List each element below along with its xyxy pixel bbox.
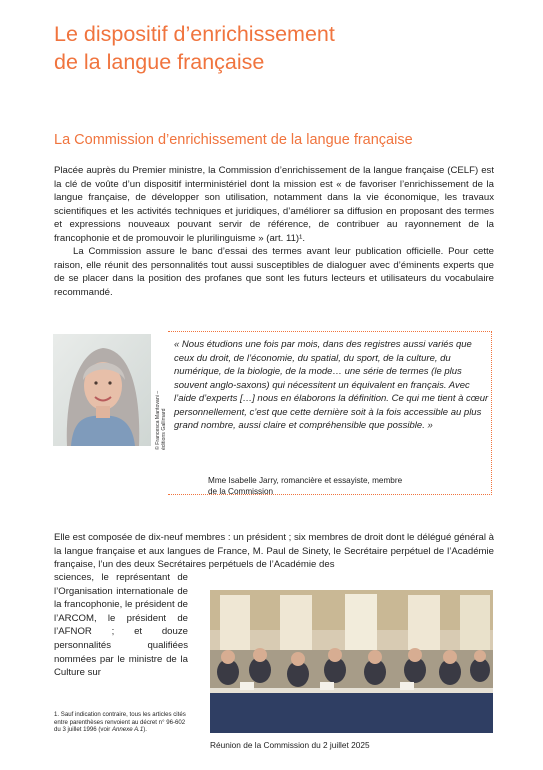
footnote-text: 1. Sauf indication contraire, tous les articles cités entre parenthèses renvoient au décret n° 96-602 du 3 juillet 1996 (voir [54,711,186,734]
intro-paragraph: Placée auprès du Premier ministre, la Commission d’enrichissement de la langue française (CELF) est la clé de voûte d’un dispositif interministériel dont la mission est « de favoriser l’enrichissement de la langue française, de développer son utilisation, notamment dans la vie économique, les travaux scientifiques et les activités techniques et juridiques, d’améliorer sa diffusion en proposant des termes et expressions nouveaux pouvant servir de référence, de contribuer au rayonnement de la francophonie et de promouvoir le plurilinguisme » (art. 11)¹. [54,165,494,244]
section-title: La Commission d’enrichissement de la langue française [54,132,413,148]
composition-paragraph-continued: sciences, le représentant de l’Organisation internationale de la francophonie, le président de l’ARCOM, le président de l’AFNOR ; et douze personnalités qualifiées nommées par le ministre de la Culture sur [54,572,188,679]
footnote-text-end: ). [143,726,147,734]
footnote [54,711,188,734]
page-title-line-2: de la langue française [54,50,265,74]
footnote-annex-reference: Annexe A.1 [111,726,144,734]
meeting-photo [210,590,493,733]
page-title [54,20,514,76]
quote-author [208,475,438,497]
quote-text: « Nous étudions une fois par mois, dans des registres aussi variés que ceux du droit, de l’économie, du spatial, du sport, de la culture, du numérique, de la biologie, de la mode… une série de termes (le plus souvent anglo-saxons) qui nécessitent un équivalent en français. Avec l’aide d’experts […] nous en élaborons la définition. Ce qui me tient à cœur personnellement, c’est que cette dernière soit à la fois accessible au plus grand nombre, aussi claire et compréhensible que possible. » [174,339,489,431]
photo-credit [155,334,165,450]
meeting-illustration [210,590,493,733]
quote-author-line-1: Mme Isabelle Jarry, romancière et essayiste, membre [208,476,403,485]
portrait-illustration [53,334,151,446]
photo-credit-line-2: éditions Gallimard [161,408,167,450]
page-title-line-1: Le dispositif d’enrichissement [54,22,335,46]
photo-caption: Réunion de la Commission du 2 juillet 2025 [210,740,370,750]
composition-paragraph: Elle est composée de dix-neuf membres : un président ; six membres de droit dont le délégué général à la langue française et aux langues de France, M. Paul de Sinety, le Secrétaire perpétuel de l’Académie française, l’un des deux Secrétaires perpétuels de l’Académie des [54,532,494,571]
portrait-photo [53,334,151,446]
second-paragraph: La Commission assure le banc d’essai des termes avant leur publication officielle. Pour cette raison, elle réunit des personnalités tout aussi susceptibles de dialoguer avec d’éminents experts que de se placer dans la position des profanes que sont les futurs lecteurs et utilisateurs du vocabulaire recommandé. [54,246,494,298]
quote-author-line-2: de la Commission [208,487,274,496]
photo-credit-line-1: © Francesca Mantovani – [155,390,161,450]
